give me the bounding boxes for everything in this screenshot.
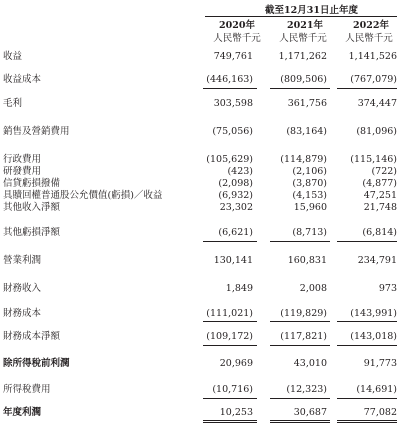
underline: [337, 398, 397, 399]
value-2021: (2,106): [292, 166, 327, 177]
double-underline: [270, 420, 330, 421]
row-selling-expenses: [0, 125, 400, 139]
value-2022: 973: [378, 283, 397, 294]
row-label: 具贖回權普通股公允價值(虧損)／收益: [3, 190, 163, 201]
underline: [203, 241, 257, 242]
value-2021: (114,879): [280, 154, 327, 165]
value-2022: 374,447: [357, 98, 397, 109]
underline: [270, 398, 330, 399]
value-2020: (2,098): [218, 178, 253, 189]
underline: [337, 345, 397, 346]
value-2020: 23,302: [219, 202, 253, 213]
value-2021: 2,008: [299, 283, 327, 294]
value-2022: 91,773: [363, 358, 397, 369]
unit-2021: 人民幣千元: [279, 33, 327, 44]
underline: [270, 321, 330, 322]
value-2022: (6,814): [362, 227, 397, 238]
row-label: 年度利潤: [3, 407, 42, 418]
double-underline: [203, 422, 257, 423]
row-label: 收益: [3, 51, 23, 62]
value-2021: 1,171,262: [278, 51, 327, 62]
value-2021: (3,870): [292, 178, 327, 189]
underline: [270, 241, 330, 242]
row-income-tax: [0, 383, 400, 397]
row-label: 收益成本: [3, 74, 42, 85]
row-label: 其他虧損淨額: [3, 227, 61, 238]
row-profit-before-tax: [0, 357, 400, 371]
value-2022: (143,991): [350, 308, 397, 319]
underline: [337, 88, 397, 89]
row-label: 銷售及營銷費用: [3, 126, 70, 137]
underline: [270, 345, 330, 346]
value-2021: (809,506): [280, 74, 327, 85]
double-underline: [203, 420, 257, 421]
value-2021: 160,831: [287, 255, 327, 266]
value-2021: (8,713): [292, 227, 327, 238]
row-label: 財務成本: [3, 308, 42, 319]
value-2021: (117,821): [280, 331, 327, 342]
value-2022: (722): [371, 166, 397, 177]
value-2020: 303,598: [213, 98, 253, 109]
value-2020: (423): [227, 166, 253, 177]
value-2021: (4,153): [292, 190, 327, 201]
value-2022: (115,146): [350, 154, 397, 165]
value-2020: (75,056): [212, 126, 253, 137]
value-2022: (767,079): [350, 74, 397, 85]
row-label: 財務成本淨額: [3, 331, 61, 342]
year-2022: 2022年: [353, 20, 389, 31]
row-label: 所得稅費用: [3, 384, 51, 395]
row-revenue: [0, 50, 400, 64]
row-net-finance-costs: [0, 330, 400, 344]
value-2020: 1,849: [225, 283, 253, 294]
unit-2022: 人民幣千元: [345, 33, 393, 44]
underline: [203, 398, 257, 399]
value-2020: (6,621): [218, 227, 253, 238]
double-underline: [337, 422, 397, 423]
value-2022: 21,748: [363, 202, 397, 213]
value-2022: 1,141,526: [348, 51, 397, 62]
value-2020: (6,932): [218, 190, 253, 201]
row-label: 財務收入: [3, 283, 42, 294]
year-2021: 2021年: [287, 20, 323, 31]
value-2020: (105,629): [206, 154, 253, 165]
row-other-losses: [0, 226, 400, 240]
value-2020: (111,021): [206, 308, 253, 319]
row-finance-income: [0, 282, 400, 296]
underline: [337, 321, 397, 322]
double-underline: [270, 422, 330, 423]
value-2022: (143,018): [350, 331, 397, 342]
value-2022: (81,096): [356, 126, 397, 137]
value-2021: 30,687: [293, 407, 327, 418]
value-2022: 234,791: [357, 255, 397, 266]
row-profit-for-year: [0, 406, 400, 420]
value-2020: 20,969: [219, 358, 253, 369]
row-operating-profit: [0, 254, 400, 268]
row-label: 除所得稅前利潤: [3, 358, 70, 369]
value-2022: (14,691): [356, 384, 397, 395]
value-2022: (4,877): [362, 178, 397, 189]
row-gross-profit: [0, 97, 400, 111]
value-2021: (119,829): [280, 308, 327, 319]
period-heading: 截至12月31日止年度: [265, 5, 358, 16]
value-2020: 130,141: [213, 255, 253, 266]
value-2022: 47,251: [363, 190, 397, 201]
row-cost-of-revenue: [0, 73, 400, 87]
value-2021: 15,960: [293, 202, 327, 213]
row-label: 其他收入淨額: [3, 202, 61, 213]
underline: [203, 88, 257, 89]
value-2021: (83,164): [286, 126, 327, 137]
year-2020: 2020年: [219, 20, 255, 31]
underline: [203, 345, 257, 346]
underline: [337, 241, 397, 242]
row-label: 營業利潤: [3, 255, 42, 266]
row-label: 信貸虧損撥備: [3, 178, 61, 189]
value-2020: 10,253: [219, 407, 253, 418]
value-2022: 77,082: [363, 407, 397, 418]
double-underline: [337, 420, 397, 421]
unit-2020: 人民幣千元: [213, 33, 261, 44]
row-label: 行政費用: [3, 154, 42, 165]
underline: [270, 88, 330, 89]
row-label: 研發費用: [3, 166, 42, 177]
row-other-income: [0, 201, 400, 215]
value-2021: 361,756: [287, 98, 327, 109]
value-2020: (109,172): [206, 331, 253, 342]
value-2021: 43,010: [293, 358, 327, 369]
value-2020: (10,716): [212, 384, 253, 395]
row-finance-costs: [0, 307, 400, 321]
value-2020: (446,163): [206, 74, 253, 85]
value-2021: (12,323): [286, 384, 327, 395]
row-label: 毛利: [3, 98, 23, 109]
value-2020: 749,761: [213, 51, 253, 62]
underline: [203, 321, 257, 322]
